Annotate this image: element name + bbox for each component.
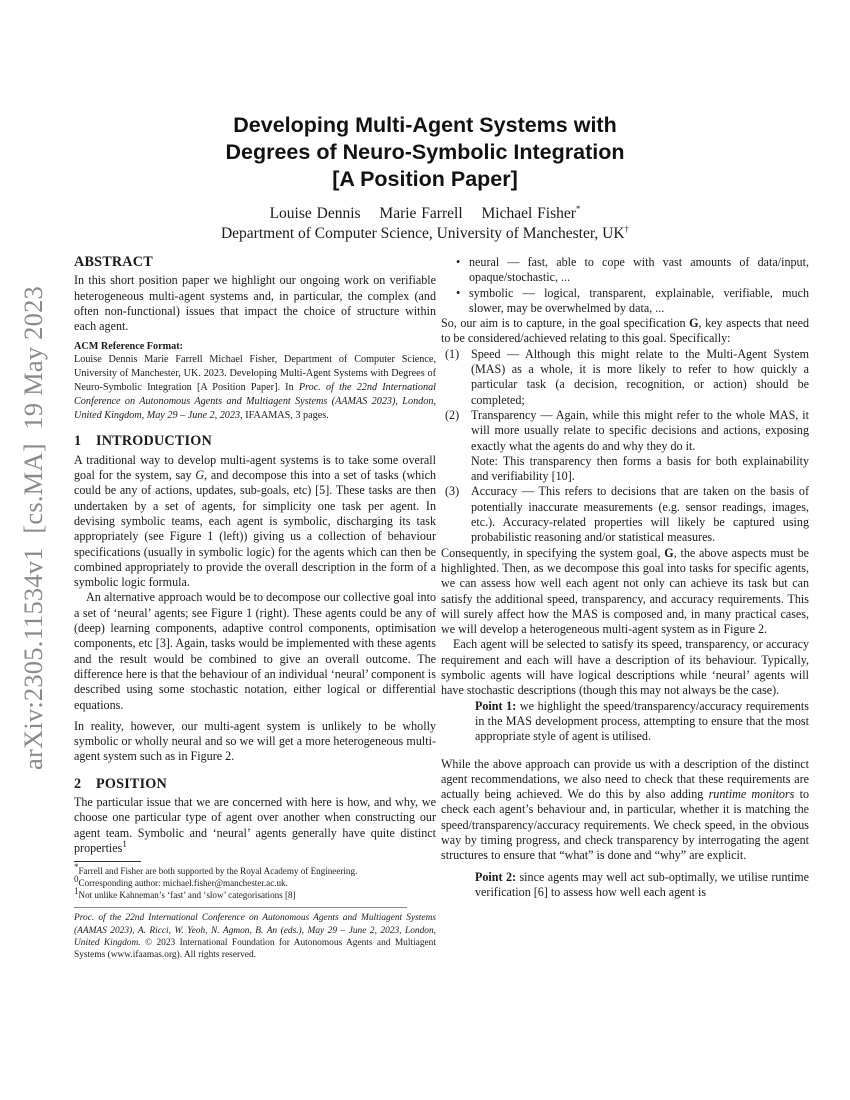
author-name: Louise Dennis — [269, 205, 361, 222]
point-label: Point 1: — [475, 698, 517, 713]
acm-reference-text — [74, 353, 436, 422]
title-line-1: Developing Multi-Agent Systems with — [233, 113, 617, 137]
item-text: Transparency — Again, while this might refer to the whole MAS, it will more usually relate to specific decisions and actions, exposing exactly what the agents do and why they do it. — [471, 407, 809, 453]
abstract-text: In this short position paper we highlight our ongoing work on verifiable heterogeneous multi-agent systems and, in particular, the complex (and often non-functional) issues that impact the choice of structure within each agent. — [74, 273, 436, 334]
affiliation — [0, 224, 850, 244]
each-agent-paragraph: Each agent will be selected to satisfy its speed, transparency, or accuracy requirement and each will have a description of its behaviour. Typically, symbolic agents will have logical descriptions while ‘neural’ agents will have stochastic descriptions (though this may not always be the case). — [441, 637, 809, 698]
text-run: , key aspects that need to be considered/achieved relating to this goal. Specifically: — [441, 316, 809, 346]
author-footnote-mark: * — [575, 203, 581, 214]
item-note: Note: This transparency then forms a basis for both explainability and verifiability [10]. — [471, 453, 809, 484]
author-list — [0, 204, 850, 224]
item-text: Speed — Although this might relate to the Multi-Agent System (MAS) as a whole, it is more likely to refer to how quickly a particular task (a decision, recognition, or action) should be completed; — [471, 346, 809, 407]
section-2-heading — [74, 777, 436, 792]
consequently-paragraph — [441, 546, 809, 638]
footnote — [74, 886, 436, 901]
point-2 — [441, 870, 809, 901]
list-item-symbolic: • symbolic — logical, transparent, explainable, verifiable, much slower, may be overwhelmed by data, ... — [469, 286, 809, 317]
footnote-text: Corresponding author: michael.fisher@manchester.ac.uk. — [78, 878, 288, 889]
section-1-heading — [74, 434, 436, 449]
text-run: Consequently, in specifying the system goal, — [441, 545, 665, 560]
emphasis: runtime monitors — [708, 787, 795, 802]
intro-paragraph-2: An alternative approach would be to decompose our collective goal into a set of ‘neural’ agents; see Figure 1 (right). These agents could be any of (deep) learning components, adaptive control components, optimisation components, etc [3]. Again, tasks would be implemented with these agents and the result would be combined to give an overall outcome. The difference here is that the behaviour of an individual ‘neural’ component is described using some stochastic notation, either logical or differential equations. — [74, 590, 436, 712]
abstract-heading: ABSTRACT — [74, 254, 153, 270]
author-name: Marie Farrell — [379, 205, 463, 222]
title-line-3: [A Position Paper] — [332, 167, 518, 191]
acm-reference-heading: ACM Reference Format: — [74, 341, 183, 353]
text-run: , the above aspects must be highlighted. Then, as we decompose this goal into tasks for specific agents, we can assess how well each agent not only can achieve its task but can satisfy the additional speed, transparency, and accuracy requirements. This will surely affect how the MAS is composed and, in many practical cases, we will develop a heterogeneous multi-agent system as in Figure 2. — [441, 545, 810, 637]
section-title: INTRODUCTION — [96, 433, 212, 450]
acm-reference-end: , IFAAMAS, 3 pages. — [240, 409, 329, 421]
list-item-speed — [445, 346, 809, 408]
footnote — [74, 862, 436, 877]
list-item-neural: • neural — fast, able to cope with vast amounts of data/input, opaque/stochastic, ... — [469, 255, 809, 286]
runtime-monitors-paragraph — [441, 757, 809, 864]
list-item-transparency — [445, 407, 809, 484]
copyright-notice: © 2023 International Foundation for Autonomous Agents and Multiagent Systems (www.ifaamas.org). All rights reserved. — [74, 938, 436, 961]
affiliation-text: Department of Computer Science, University of Manchester, UK — [220, 225, 625, 242]
title-block — [0, 112, 850, 244]
footnote-text: Farrell and Fisher are both supported by the Royal Academy of Engineering. — [78, 866, 358, 877]
text-run: The particular issue that we are concerned with here is how, and why, we choose one particular type of agent over another when constructing our agent team. Symbolic and ‘neural’ agents generally have quite distinct properties — [74, 795, 436, 855]
right-column — [441, 255, 809, 900]
position-paragraph-1 — [74, 795, 436, 856]
text-run: So, our aim is to capture, in the goal specification — [441, 316, 690, 331]
footnote — [74, 874, 436, 889]
footnote-mark: 1 — [74, 886, 79, 897]
agent-properties-list — [441, 255, 809, 316]
point-1 — [441, 699, 809, 745]
aim-paragraph — [441, 316, 809, 347]
section-number: 1 — [74, 433, 82, 450]
acm-reference-venue: Proc. of the 22nd International Conference on Autonomous Agents and Multiagent Systems (AAMAS 2023), London, United Kingdom, May 29 – June 2, 2023 — [74, 382, 437, 421]
author-name: Michael Fisher — [481, 205, 576, 222]
point-label: Point 2: — [475, 869, 517, 884]
goal-variable: G — [195, 468, 205, 483]
footnote-mark: 0 — [74, 874, 79, 885]
text-run: , and decompose this into a set of tasks (which could be any of actions, updates, sub-goals, etc) [5]. These tasks are then undertaken by a set of agents, for simplicity one task per agent. In devising symbolic teams, each agent is symbolic, discharging its task appropriately (see Figure 1 (left)) giving us a collection of behaviour specifications (usually in symbolic logic) for the agents which can then be combined appropriately to provide the overall description in the form of a symbolic logic formula. — [74, 468, 436, 590]
footnote-mark: * — [74, 862, 79, 873]
acm-reference-plain: Louise Dennis Marie Farrell Michael Fisher, Department of Computer Science, University of Manchester, UK. 2023. Developing Multi-Agent Systems with Degrees of Neuro-Symbolic Integration [A Position Paper]. In — [74, 354, 436, 394]
requirements-list — [441, 347, 809, 546]
text-run: to check each agent’s behaviour and, in particular, whether it is matching the speed/transparency/accuracy requirements. We check speed, in the obvious way by timing progress, and check transparency by interrogating the agent structures to ensure that “what” is done and “why” are explicit. — [441, 787, 809, 863]
section-title: POSITION — [96, 775, 167, 792]
footnote-ref: 1 — [122, 838, 127, 849]
affiliation-footnote-mark: † — [624, 223, 630, 234]
item-label: (2) — [445, 407, 460, 422]
text-run: While the above approach can provide us with a description of the distinct agent recommendations, we also need to check that these requirements are actually being achieved. We do this by also adding — [441, 756, 809, 802]
proceedings-citation: Proc. of the 22nd International Conference on Autonomous Agents and Multiagent Systems (AAMAS 2023), A. Ricci, W. Yeoh, N. Agmon, B. An (eds.), May 29 – June 2, 2023, London, United Kingdom. — [74, 913, 436, 948]
intro-paragraph-1 — [74, 453, 436, 591]
list-item-accuracy — [445, 484, 809, 545]
proceedings-divider — [74, 907, 407, 908]
point-text: since agents may well act sub-optimally, we utilise runtime verification [6] to assess how well each agent is — [475, 869, 809, 899]
paper-title — [0, 112, 850, 193]
title-line-2: Degrees of Neuro-Symbolic Integration — [225, 140, 625, 164]
footnotes — [74, 862, 436, 901]
point-text: we highlight the speed/transparency/accuracy requirements in the MAS development process, attempting to ensure that the most appropriate style of agent is utilised. — [475, 698, 810, 744]
footnote-divider — [74, 861, 141, 862]
goal-symbol: G — [689, 316, 699, 331]
item-label: (1) — [445, 346, 460, 361]
footnote-text: Not unlike Kahneman’s ‘fast’ and ‘slow’ categorisations [8] — [78, 890, 296, 901]
left-column — [74, 255, 436, 962]
item-text: Accuracy — This refers to decisions that are taken on the basis of potentially inaccurate measurements (e.g. sensor readings, images, etc.). Accuracy-related properties will likely be captured using probabilistic reasoning and/or statistical measures. — [471, 484, 809, 545]
section-number: 2 — [74, 775, 82, 792]
intro-paragraph-3: In reality, however, our multi-agent system is unlikely to be wholly symbolic or wholly neural and so we will get a more heterogeneous multi-agent system such as in Figure 2. — [74, 718, 436, 764]
goal-symbol: G — [664, 545, 674, 560]
text-run: A traditional way to develop multi-agent systems is to take some overall goal for the system, say — [74, 452, 436, 483]
proceedings-notice — [74, 912, 436, 962]
arxiv-identifier-stamp: arXiv:2305.11534v1 [cs.MA] 19 May 2023 — [18, 286, 48, 770]
item-label: (3) — [445, 484, 460, 499]
